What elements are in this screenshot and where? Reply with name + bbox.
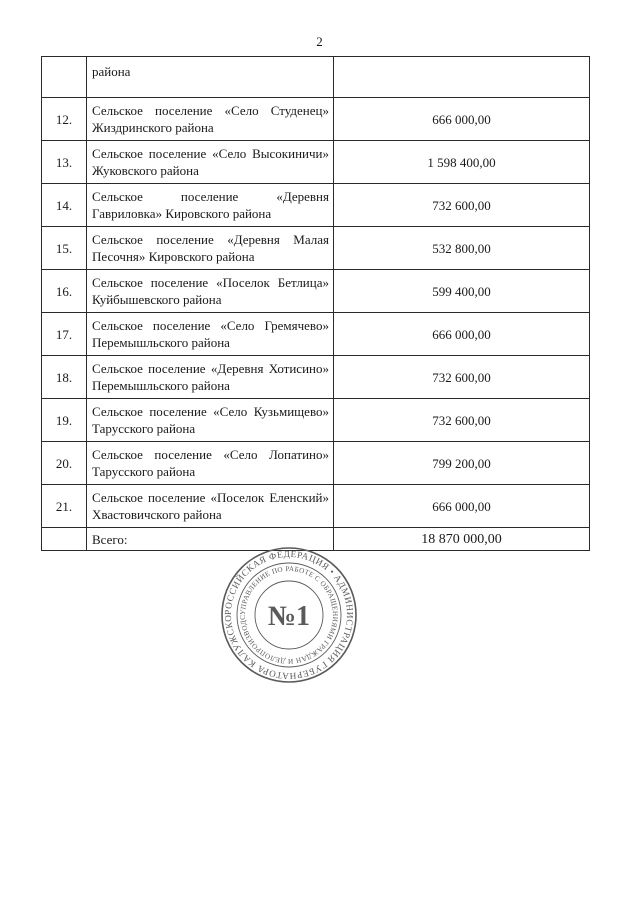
table-row — [42, 141, 590, 184]
amount: 799 200,00 — [334, 442, 590, 485]
row-number — [42, 57, 87, 98]
total-empty-cell — [42, 528, 87, 551]
row-number: 20. — [42, 442, 87, 485]
amount — [334, 57, 590, 98]
table-row — [42, 184, 590, 227]
table-row — [42, 98, 590, 141]
table-row — [42, 313, 590, 356]
amount: 666 000,00 — [334, 485, 590, 528]
table-row — [42, 227, 590, 270]
allocation-table — [41, 56, 590, 551]
settlement-name: Сельское поселение «Село Гремячево» Перемышльского района — [87, 313, 334, 356]
table-row — [42, 356, 590, 399]
total-label: Всего: — [87, 528, 334, 551]
settlement-name: Сельское поселение «Село Студенец» Жиздринского района — [87, 98, 334, 141]
seal-center-number: №1 — [267, 601, 311, 632]
table-row — [42, 270, 590, 313]
settlement-name: Сельское поселение «Поселок Еленский» Хвастовичского района — [87, 485, 334, 528]
amount: 666 000,00 — [334, 98, 590, 141]
table-row — [42, 442, 590, 485]
amount: 732 600,00 — [334, 356, 590, 399]
row-number: 13. — [42, 141, 87, 184]
settlement-name: района — [87, 57, 334, 98]
row-number: 18. — [42, 356, 87, 399]
settlement-name: Сельское поселение «Поселок Бетлица» Куйбышевского района — [87, 270, 334, 313]
row-number: 12. — [42, 98, 87, 141]
amount: 666 000,00 — [334, 313, 590, 356]
table-row-continuation — [42, 57, 590, 98]
page-number: 2 — [316, 34, 323, 49]
row-number: 21. — [42, 485, 87, 528]
official-seal — [220, 546, 358, 684]
settlement-name: Сельское поселение «Село Высокиничи» Жуковского района — [87, 141, 334, 184]
table-row — [42, 399, 590, 442]
settlement-name: Сельское поселение «Село Кузьмищево» Тарусского района — [87, 399, 334, 442]
table-row — [42, 485, 590, 528]
amount: 1 598 400,00 — [334, 141, 590, 184]
seal-inner-text: УПРАВЛЕНИЕ ПО РАБОТЕ С ОБРАЩЕНИЯМИ ГРАЖДАН И ДЕЛОПРОИЗВОДС — [238, 564, 340, 666]
row-number: 17. — [42, 313, 87, 356]
row-number: 14. — [42, 184, 87, 227]
settlement-name: Сельское поселение «Деревня Хотисино» Перемышльского района — [87, 356, 334, 399]
seal-graphic — [220, 546, 358, 684]
row-number: 19. — [42, 399, 87, 442]
seal-outer-text: РОССИЙСКАЯ ФЕДЕРАЦИЯ • АДМИНИСТРАЦИЯ ГУБЕРНАТОРА КАЛУЖСКО — [222, 548, 356, 682]
total-amount: 18 870 000,00 — [334, 528, 590, 551]
settlement-name: Сельское поселение «Деревня Малая Песочня» Кировского района — [87, 227, 334, 270]
amount: 532 800,00 — [334, 227, 590, 270]
amount: 732 600,00 — [334, 184, 590, 227]
settlement-name: Сельское поселение «Село Лопатино» Тарусского района — [87, 442, 334, 485]
amount: 599 400,00 — [334, 270, 590, 313]
amount: 732 600,00 — [334, 399, 590, 442]
settlement-name: Сельское поселение «Деревня Гавриловка» Кировского района — [87, 184, 334, 227]
row-number: 15. — [42, 227, 87, 270]
row-number: 16. — [42, 270, 87, 313]
